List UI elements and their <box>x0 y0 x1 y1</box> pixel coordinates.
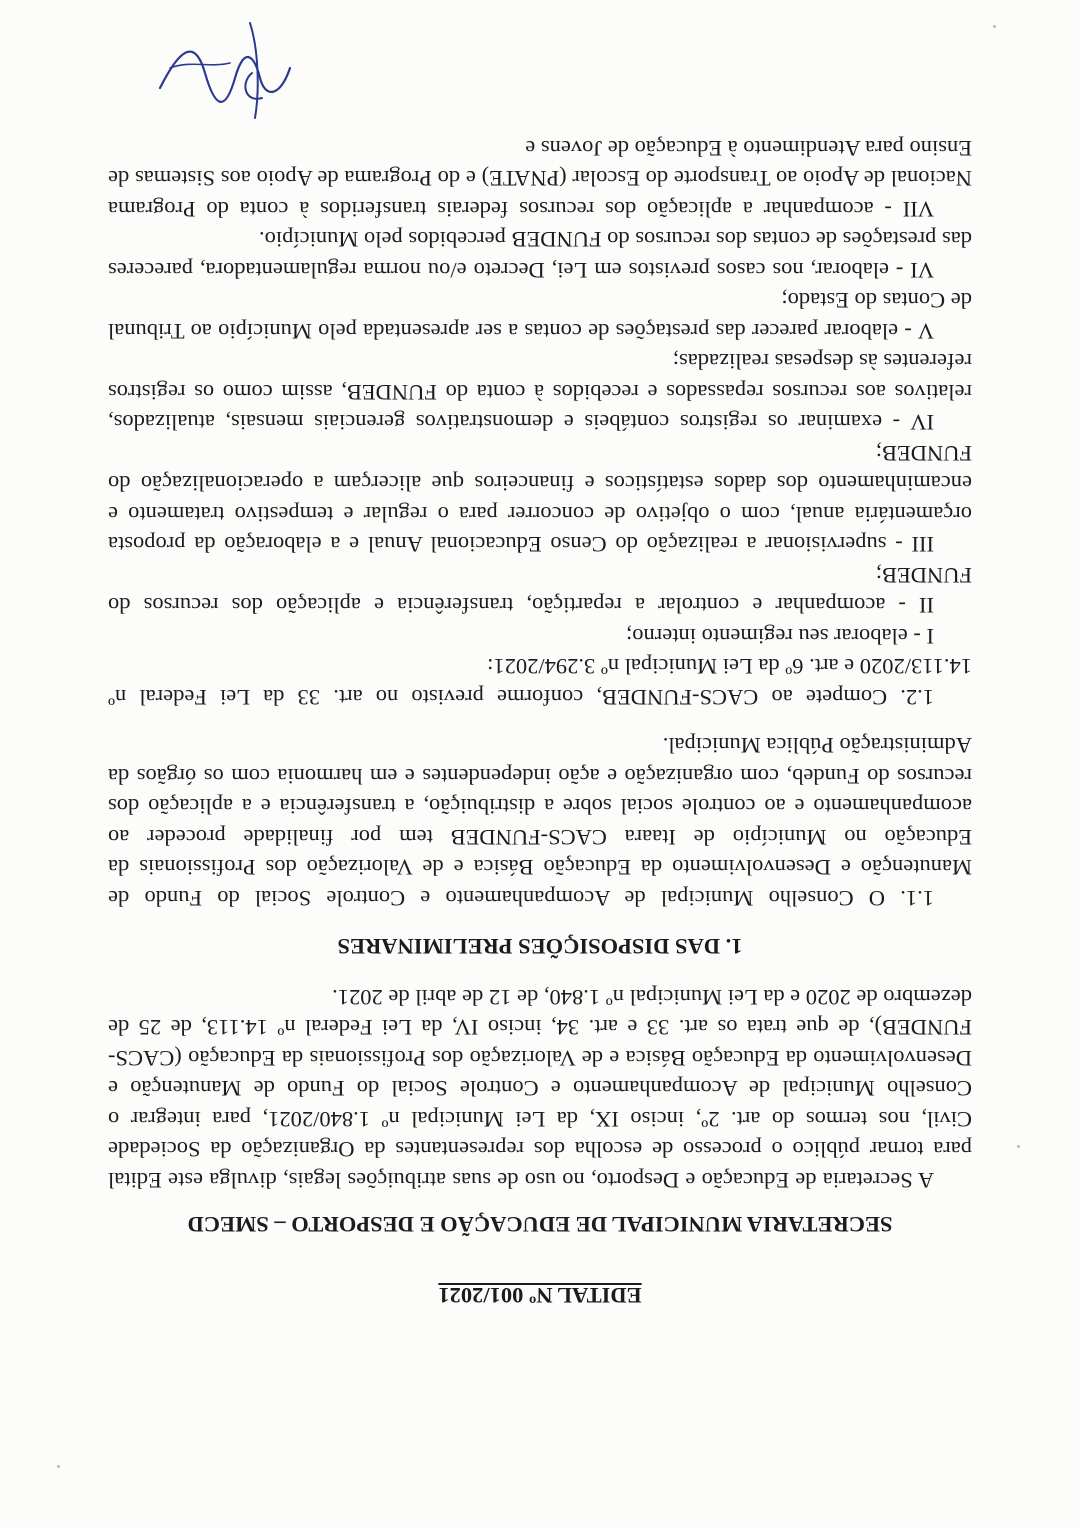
list-item-v: V - elaborar parecer das prestações de contas a ser apresentada pelo Município ao Tribunal de Contas do Estado; <box>108 288 972 344</box>
section-heading: 1. DAS DISPOSIÇÕES PRELIMINARES <box>337 934 743 960</box>
list-item-vi: VI - elaborar, nos casos previstos em Lei, Decreto e/ou norma regulamentadora, pareceres das prestações de contas dos recursos do FUNDEB percebidos pelo Município. <box>108 227 972 283</box>
list-item-iii: III - supervisionar a realização do Censo Educacional Anual e a elaboração da proposta orçamentária anual, com o objetivo de concorrer para o regular e tempestivo tratamento e encaminhamento dos dados estatísticos e financeiros que alicerçam a operacionalização do FUNDEB; <box>108 441 972 558</box>
clause-1-1: 1.1. O Conselho Municipal de Acompanhamento e Controle Social do Fundo de Manutenção e Desenvolvimento da Educação Básica e de Valorização dos Profissionais da Educação no Município de Itaara CACS-FUNDEB tem por finalidade proceder ao acompanhamento e ao controle social sobre a distribuição, a transferência e a aplicação dos recursos do Fundeb, com organização e ação independentes e em harmonia com os órgãos da Administração Pública Municipal. <box>108 733 972 911</box>
document-title: EDITAL Nº 001/2021 <box>438 1283 642 1308</box>
scan-speck <box>57 1465 60 1468</box>
list-item-iv: IV - examinar os registros contábeis e demonstrativos gerenciais mensais, atualizados, relativos aos recursos repassados e recebidos à conta do FUNDEB, assim como os registros referentes às despesas realizadas; <box>108 349 972 436</box>
scan-speck <box>1017 1145 1020 1148</box>
scan-speck <box>993 25 996 28</box>
handwritten-signature <box>150 18 300 138</box>
list-item-vii: VII - acompanhar a aplicação dos recursos federais transferidos à conta do Programa Nacional de Apoio ao Transporte do Escolar (PNATE) e do Programa de Apoio aos Sistemas de Ensino para Atendimento à Educação de Jovens e <box>108 136 972 222</box>
document-body <box>108 133 972 1311</box>
list-item-i: I - elaborar seu regimento interno; <box>625 624 934 649</box>
list-item-ii: II - acompanhar e controlar a repartição, transferência e aplicação dos recursos do FUNDEB; <box>108 563 972 619</box>
organization-heading: SECRETARIA MUNICIPAL DE EDUCAÇÃO E DESPORTO – SMECD <box>187 1212 893 1238</box>
clause-1-2: 1.2. Compete ao CACS-FUNDEB, conforme previsto no art. 33 da Lei Federal nº 14.113/2020 e art. 6º da Lei Municipal nº 3.294/2021: <box>108 654 972 710</box>
intro-paragraph: A Secretaria de Educação e Desporto, no uso de suas atribuições legais, divulga este Edital para tornar público o processo de escolha dos representantes da Organização da Sociedade Civil, nos termos do art. 2º, inciso IX, da Lei Municipal nº 1.840/2021, para integrar o Conselho Municipal de Acompanhamento e Controle Social do Fundo de Manutenção e Desenvolvimento da Educação Básica e de Valorização dos Profissionais da Educação (CACS-FUNDEB), de que trata os art. 33 e art. 34, inciso IV, da Lei Federal nº 14.113, de 25 de dezembro de 2020 e da Lei Municipal nº 1.840, de 12 de abril de 2021. <box>108 985 972 1193</box>
